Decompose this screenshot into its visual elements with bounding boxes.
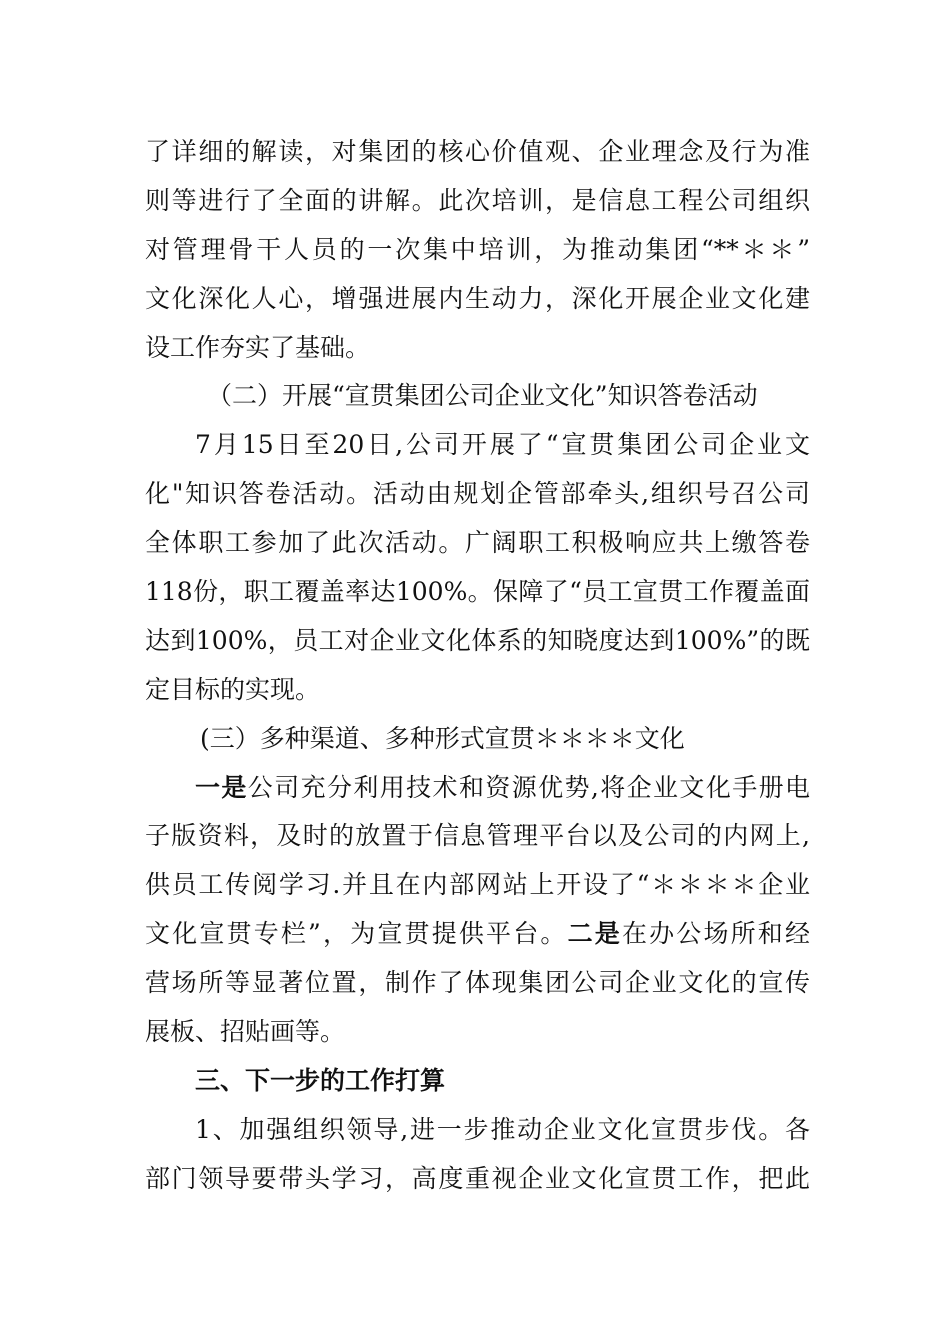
text-line: 对管理骨干人员的一次集中培训，为推动集团“**＊＊” bbox=[145, 234, 810, 264]
bold-marker: 二是 bbox=[567, 919, 622, 949]
text-fragment: 文化宣贯专栏”，为宣贯提供平台。 bbox=[145, 919, 568, 949]
paragraph-quiz bbox=[145, 421, 810, 714]
text-line: 文化深化人心，增强进展内生动力，深化开展企业文化建 bbox=[145, 283, 810, 313]
text-line: 营场所等显著位置，制作了体现集团公司企业文化的宣传 bbox=[145, 968, 810, 998]
document-page bbox=[145, 128, 810, 1204]
text-line: 118份，职工覆盖率达100%。保障了“员工宣贯工作覆盖面 bbox=[145, 577, 810, 607]
heading-next-steps: 三、下一步的工作打算 bbox=[195, 1065, 446, 1095]
text-line: 供员工传阅学习.并且在内部网站上开设了“＊＊＊＊企业 bbox=[145, 870, 810, 900]
text-line: 定目标的实现。 bbox=[145, 674, 321, 704]
text-line bbox=[145, 910, 810, 959]
section-title-quiz: （二）开展“宣贯集团公司企业文化”知识答卷活动 bbox=[207, 381, 758, 411]
text-line: 化"知识答卷活动。活动由规划企管部牵头,组织号召公司 bbox=[145, 479, 810, 509]
text-line: 1、加强组织领导,进一步推动企业文化宣贯步伐。各 bbox=[195, 1114, 810, 1144]
text-line: 子版资料，及时的放置于信息管理平台以及公司的内网上, bbox=[145, 821, 810, 851]
paragraph-next-steps bbox=[145, 1106, 810, 1204]
section-title-channels: (三）多种渠道、多种形式宣贯＊＊＊＊文化 bbox=[200, 723, 685, 753]
text-line: 全体职工参加了此次活动。广阔职工积极响应共上缴答卷 bbox=[145, 528, 810, 558]
text-line: 达到100%，员工对企业文化体系的知晓度达到100%”的既 bbox=[145, 625, 810, 655]
text-line bbox=[145, 764, 810, 813]
text-line: 设工作夯实了基础。 bbox=[145, 332, 371, 362]
bold-marker: 一是 bbox=[195, 772, 248, 802]
text-line: 7月15日至20日,公司开展了“宣贯集团公司企业文 bbox=[195, 430, 810, 460]
text-fragment: 在办公场所和经 bbox=[621, 919, 810, 949]
paragraph-training bbox=[145, 128, 810, 372]
paragraph-channels bbox=[145, 764, 810, 1057]
text-fragment: 公司充分利用技术和资源优势,将企业文化手册电 bbox=[247, 772, 810, 802]
text-line: 则等进行了全面的讲解。此次培训，是信息工程公司组织 bbox=[145, 185, 810, 215]
text-line: 展板、招贴画等。 bbox=[145, 1017, 346, 1047]
text-line: 部门领导要带头学习，高度重视企业文化宣贯工作，把此 bbox=[145, 1163, 810, 1193]
text-line: 了详细的解读，对集团的核心价值观、企业理念及行为准 bbox=[145, 137, 810, 166]
